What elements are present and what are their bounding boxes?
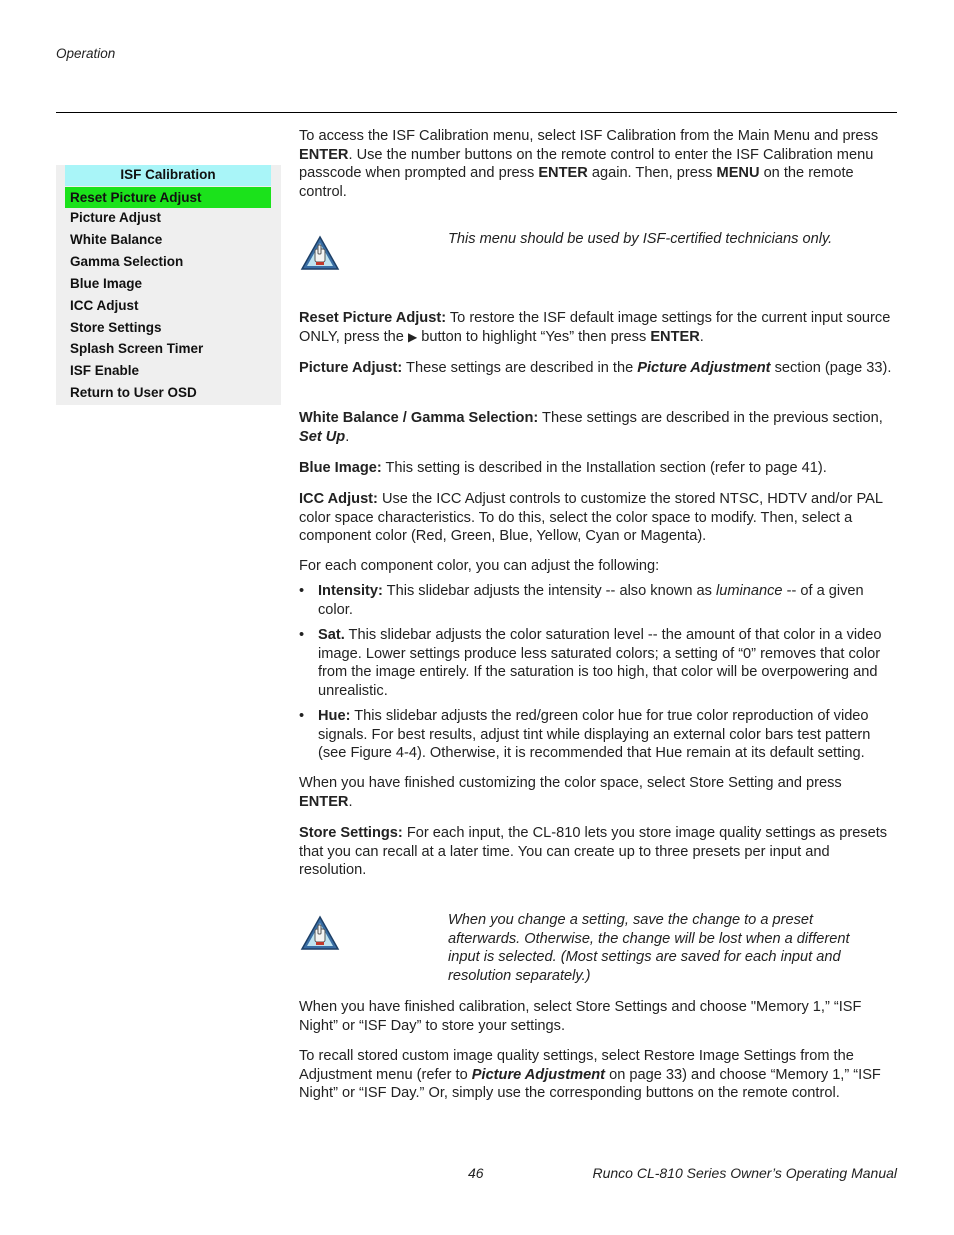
note-hand-icon (300, 235, 340, 271)
store-settings-paragraph: Store Settings: For each input, the CL-810 lets you store image quality settings as presets that you can recall at a later time. You can create up to three presets per input and resolution. (299, 825, 888, 879)
menu-item-gamma-selection[interactable]: Gamma Selection (70, 254, 184, 269)
menu-item-blue-image[interactable]: Blue Image (70, 276, 143, 291)
menu-item-store-settings[interactable]: Store Settings (70, 320, 162, 335)
finished-customizing-paragraph: When you have finished customizing the color space, select Store Setting and press ENTER. (299, 775, 842, 810)
note-save-preset: When you change a setting, save the change to a preset afterwards. Otherwise, the change will be lost when a different input is selected. (Most settings are saved for each input and resolution separately.) (448, 912, 850, 985)
icc-adjust-paragraph: ICC Adjust: Use the ICC Adjust controls to customize the stored NTSC, HDTV and/or PAL color space characteristics. To do this, select the color space to modify. Then, select a component color (Red, Green, Blue, Yellow, Cyan or Magenta). (299, 491, 883, 545)
note-hand-icon-2 (300, 915, 340, 951)
isf-calibration-menu (56, 165, 281, 405)
note-isf-certified: This menu should be used by ISF-certified technicians only. (448, 231, 833, 247)
menu-item-icc-adjust[interactable]: ICC Adjust (70, 298, 139, 313)
menu-title: ISF Calibration (65, 165, 271, 186)
white-balance-paragraph: White Balance / Gamma Selection: These settings are described in the previous section, Set Up. (299, 410, 883, 445)
menu-item-white-balance[interactable]: White Balance (70, 232, 163, 247)
menu-item-splash-screen-timer[interactable]: Splash Screen Timer (70, 341, 204, 356)
right-arrow-icon: ▶ (407, 329, 418, 344)
recall-paragraph: To recall stored custom image quality settings, select Restore Image Settings from the Adjustment menu (refer to Picture Adjustment on page 33) and choose “Memory 1,” “ISF Night” or “ISF Day.” Or, simply use the corresponding buttons on the remote control. (299, 1048, 881, 1102)
menu-item-picture-adjust[interactable]: Picture Adjust (70, 210, 162, 225)
for-each-paragraph: For each component color, you can adjust the following: (299, 558, 660, 574)
menu-item-isf-enable[interactable]: ISF Enable (70, 363, 140, 378)
calibration-finished-paragraph: When you have finished calibration, select Store Settings and choose "Memory 1,” “ISF Night” or “ISF Day” to store your settings. (299, 999, 862, 1034)
manual-title: Runco CL-810 Series Owner’s Operating Manual (592, 1165, 897, 1181)
page-number: 46 (468, 1165, 484, 1181)
header-rule (56, 112, 897, 113)
intro-paragraph: To access the ISF Calibration menu, select ISF Calibration from the Main Menu and press ENTER. Use the number buttons on the remote control to enter the ISF Calibration menu passcode when prompted and press ENTER again. Then, press MENU on the remote control. (299, 128, 879, 201)
picture-adjust-paragraph: Picture Adjust: These settings are described in the Picture Adjustment section (page 33). (299, 360, 892, 376)
menu-item-return-to-user-osd[interactable]: Return to User OSD (70, 385, 197, 400)
blue-image-paragraph: Blue Image: This setting is described in the Installation section (refer to page 41). (299, 460, 827, 476)
menu-item-reset-picture-adjust[interactable]: Reset Picture Adjust (65, 187, 271, 208)
reset-picture-adjust-paragraph: Reset Picture Adjust: To restore the ISF default image settings for the current input source ONLY, press the ▶ button to highlight “Yes” then press ENTER. (299, 310, 891, 345)
running-header: Operation (56, 46, 116, 61)
